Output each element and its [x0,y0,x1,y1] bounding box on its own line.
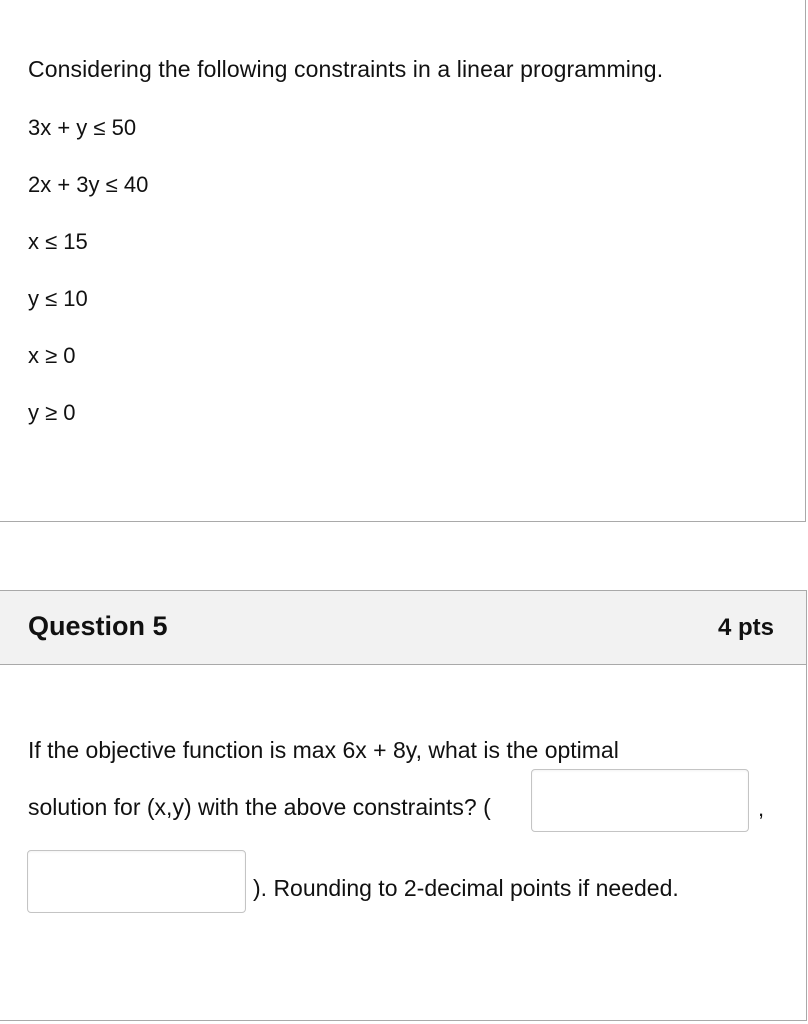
answer-y-input[interactable] [27,850,246,913]
constraint-1: 3x + y ≤ 50 [28,115,137,140]
question-text-line-1: If the objective function is max 6x + 8y, what is the optimal [28,737,619,763]
constraint-2: 2x + 3y ≤ 40 [28,172,149,197]
question-text-line-2: solution for (x,y) with the above constraints? ( [28,794,491,820]
constraint-6: y ≥ 0 [28,400,76,425]
intro-text: Considering the following constraints in a linear programming. [28,56,664,82]
question-title: Question 5 [28,611,168,641]
question-points: 4 pts [717,614,774,641]
constraint-5: x ≥ 0 [28,343,76,368]
answer-x-input[interactable] [531,769,749,832]
question-text-line-3: ). Rounding to 2-decimal points if needed. [253,875,679,901]
question-header [0,591,806,665]
answer-separator: , [758,796,765,821]
constraint-3: x ≤ 15 [28,229,88,254]
question-card [0,590,807,1021]
constraint-4: y ≤ 10 [28,286,88,311]
